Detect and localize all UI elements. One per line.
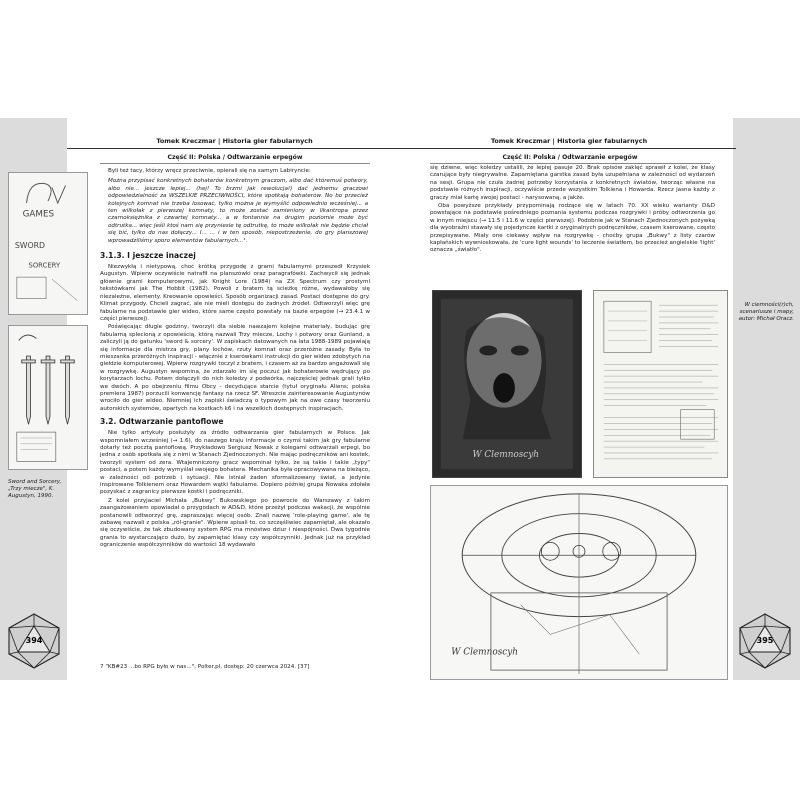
section-heading-3-1-3: 3.1.3. I jeszcze inaczej	[100, 251, 196, 261]
paragraph: się dziwne, więc koledzy ustalili, że lepiej pasuje 20. Brak opisów zaklęć sprawił z kolei, że klasy czarujące były niegrywalne. Zapamiętana garstka zasad była uzupełniana w zależności od wydarzeń na sesji. Grupa nie czuła żadnej potrzeby korzystania z konkretnych światów, tworząc własne na podstawie różnych inspiracji, oczywiście przede wszystkim Tolkiena i Howarda. Rzecz jasna każdy z graczy miał kartę swojej postaci - narysowaną, a jakże.	[430, 165, 715, 201]
paragraph: Nie tylko artykuły posłużyły za źródło odtwarzania gier fabularnych w Polsce. Jak wspomniałem wcześniej (→ 1.6), do naszego kraju informacje o czymś takim jak gry fabularne dotarły też pocztą pantoflową. Przykładowo Sergiusz Nowak z kolegami odtwarzali erpegi, bo jedna z osób spotkała się z nimi w Stanach Zjednoczonych. Nie mając podręczników ani kostek, tworzyli system od zera. Wtajemniczony gracz wspominał tylko, że są takie i takie „typy" postaci, a potem każdy wymyślał swojego bohatera. Mechanika była opracowywana na bieżąco, w zależności od potrzeb i sytuacji. Nie istniał żaden sformalizowany świat, a jedynie inspirowane Tolkienem oraz Howardem wątki fabularne. Dopiero później grupa Nowaka zdołała pozyskać z zagranicy pierwsze kostki i podręczniki.	[100, 430, 370, 496]
map-signature: W Clemnoscyh	[451, 647, 518, 658]
sketch-label-sword: SWORD	[14, 240, 46, 250]
scream-face-illustration	[432, 290, 582, 478]
caption-sword-sorcery: Sword and Sorcery, „Trzy miecze", K. Augustyn, 1990.	[8, 479, 62, 500]
caption-scenario-maps: W ciemności(r)ch, scenariusze i mapy, autor: Michał Oracz.	[738, 302, 794, 323]
scenario-notes-page	[593, 290, 728, 478]
three-swords-sketch	[8, 325, 88, 470]
section-heading-3-2: 3.2. Odtwarzanie pantoflowe	[100, 417, 224, 427]
d20-page-marker-right	[736, 612, 794, 670]
section-header-right: Część II: Polska / Odtwarzanie erpegów	[430, 154, 710, 164]
right-body-text	[430, 165, 715, 256]
paragraph: Poświęcając długie godziny, tworzyli dla siebie nawzajem kolejne materiały, budując grę fabularną splecioną z opowieścią, którą nazwali Trzy miecze, Lochy i potwory oraz Gunland, a zaliczyli ją do gatunku 'sword & sorcery'. W zapiskach datowanych na lata 1988-1989 pojawiają się informacje dla mistrza gry, plany lochów, rzuty komnat oraz przeróżne zasady. Była to mieszanka przeróżnych inspiracji - włącznie z kserówkami instrukcji do gier wideo zdobytych na giełdzie komputerowej. Wpierw rozgrywki toczył z bratem, i czasem aż za bardzo angażowali się w rozgrywkę. Augustyn wspomina, że zdarzało im się poczuć jak bohaterowie wędrujący po korytarzach lochu. Potem dołączyli do nich koledzy z podwórka, najczęściej jednak grali tylko we dwóch. A po obejrzeniu filmu Obcy - decydujące starcie (tytuł oryginału Aliens; polska premiera 1987) porzucili konwencję fantasy na rzecz SF. Wreszcie zainteresowanie Augustynów wrociło do gier wideo. Niemniej ich zapiski świadczą o typowym jak na owe czasy tworzeniu autorskich systemów, opartych na kostkach k6 i na wszelkich dostępnych inspiracjach.	[100, 324, 370, 412]
d20-page-marker-left	[5, 612, 63, 670]
right-margin-band	[733, 118, 800, 680]
paragraph: Oba powyższe przykłady przypominają rodzące się w latach 70. XX wieku warianty D&D powstające na podstawie pośredniego poznania systemu podczas rozgrywki i próby odtworzenia go w innym miejscu (→ 11.5 i 11.6 w części pierwszej). Podobnie jak w Stanach Zjednoczonych pożywką dla wyobraźni stawały się pojedyncze kartki z oryginalnych podręczników, czasem kserowane, często przepisywane. Miały one ciekawy wpływ na rozgrywkę - choćby grupa „Bukwy" z listy czarów kapłańskich wywnioskowała, że 'cure light wounds' to leczenie światłem, bo przecież angielskie 'light' oznacza „światło".	[430, 203, 715, 254]
paragraph: Niezwykłą i nietypową, choć krótką przygodę z grami fabularnymi przeszedł Krzysiek Augustyn. Wpierw oczywiście natrafił na planszówki oraz paragrafówki. Zachwycił się jednak głównie grami komputerowymi, jak Knight Lore (1984) na ZX Spectrum czy prostymi tekstówkami jak The Hobbit (1982). Powoli z bratem tą scieżkę różne, wydawałoby się niezależne, elementy. Kreowanie opowieści. Sposób organizacji zasad. Postaci dostępne do gry. Klimat przygody. Chcieli zagrać, ale nie mieli dostępu do żadnych źródeł. Odtworzyli więc grę fabularne na podstawie gier wideo, które same często powstały na bazie erpegów (→ 23.4.1 w części pierwszej).	[100, 264, 370, 322]
section-header-left: Część II: Polska / Odtwarzanie erpegów	[100, 154, 370, 164]
block-quote: Można przypisać konkretnych bohaterów konkretnym graczom, albo dać któremuś potwory, albo nie... jeszcze lepiej... (hej! To brzmi jak rewolucja!) dać jednemu graczowi odpowiedzialność za WSZELKIE PRZECIWNOŚCI, które spotkają bohaterów. No bo przecież kolejnych komnat nie trzeba losować, tylko można je wymyślić odpowiednio wcześniej... a ten wilkołak z pierwszej komnaty, to może zostać zamieniony w likantropa przez czarnoksiężnika z czwartej komnaty... a w fontannie na drugim poziomie może być odtrutka... więc jeśli ktoś nam się przyniesie tę odtrutkę, to może wilkołak nie będzie chciał się bić, tylko do nas dołączy... I... ... i w ten sposób, niepostrzeżenie, do gry planszowej wprowadziliśmy sporo elementów fabularnych...¹.	[108, 178, 368, 244]
paragraph: Byli też tacy, którzy wręcz przeciwnie, opierali się na samym Labiryncie:	[108, 168, 311, 174]
left-body-text	[100, 168, 370, 551]
paragraph: Z kolei przyjaciel Michała „Bukwy" Bukowskiego po powrocie do Warszawy z takim zaangażowaniem opowiadał o przygodach w AD&D, które przeżył podczas wakacji, że wspólnie postanowili odtworzyć grę, zapraszając więcej osób. Znali nazwę 'role-playing game', ale tę zabawę nazwali z polska „rôl-granie". Wpierw spisali to, co szczęśliwiec zapamiętał, ale okazało się oczywiście, że tak zbudowany system RPG ma mnóstwo dziur i niespójności. Dwa tygodnie grania to wystarczająco dużo, by zapamiętać klasy czy współczynniki. Jednak już na przykład ograniczenie współczynników do wartości 18 wydawało	[100, 497, 370, 549]
running-header-right: Tomek Kreczmar | Historia gier fabularnych	[402, 137, 736, 149]
sword-sorcery-cover-sketch	[8, 172, 88, 315]
footnote: 7 "KB#23 ...bo RPG było w nas...", Polter.pl, dostęp: 20 czerwca 2024. [37]	[100, 664, 310, 670]
concentric-world-map	[430, 485, 728, 680]
running-header-left: Tomek Kreczmar | Historia gier fabularnych	[67, 137, 402, 149]
sketch-label-games: GAMES	[22, 209, 55, 220]
page-number-right: 395	[756, 636, 774, 645]
sketch-label-sorcery: SORCERY	[28, 261, 61, 270]
page-number-left: 394	[25, 636, 43, 645]
illustration-signature: W Clemnoscyh	[472, 450, 540, 461]
